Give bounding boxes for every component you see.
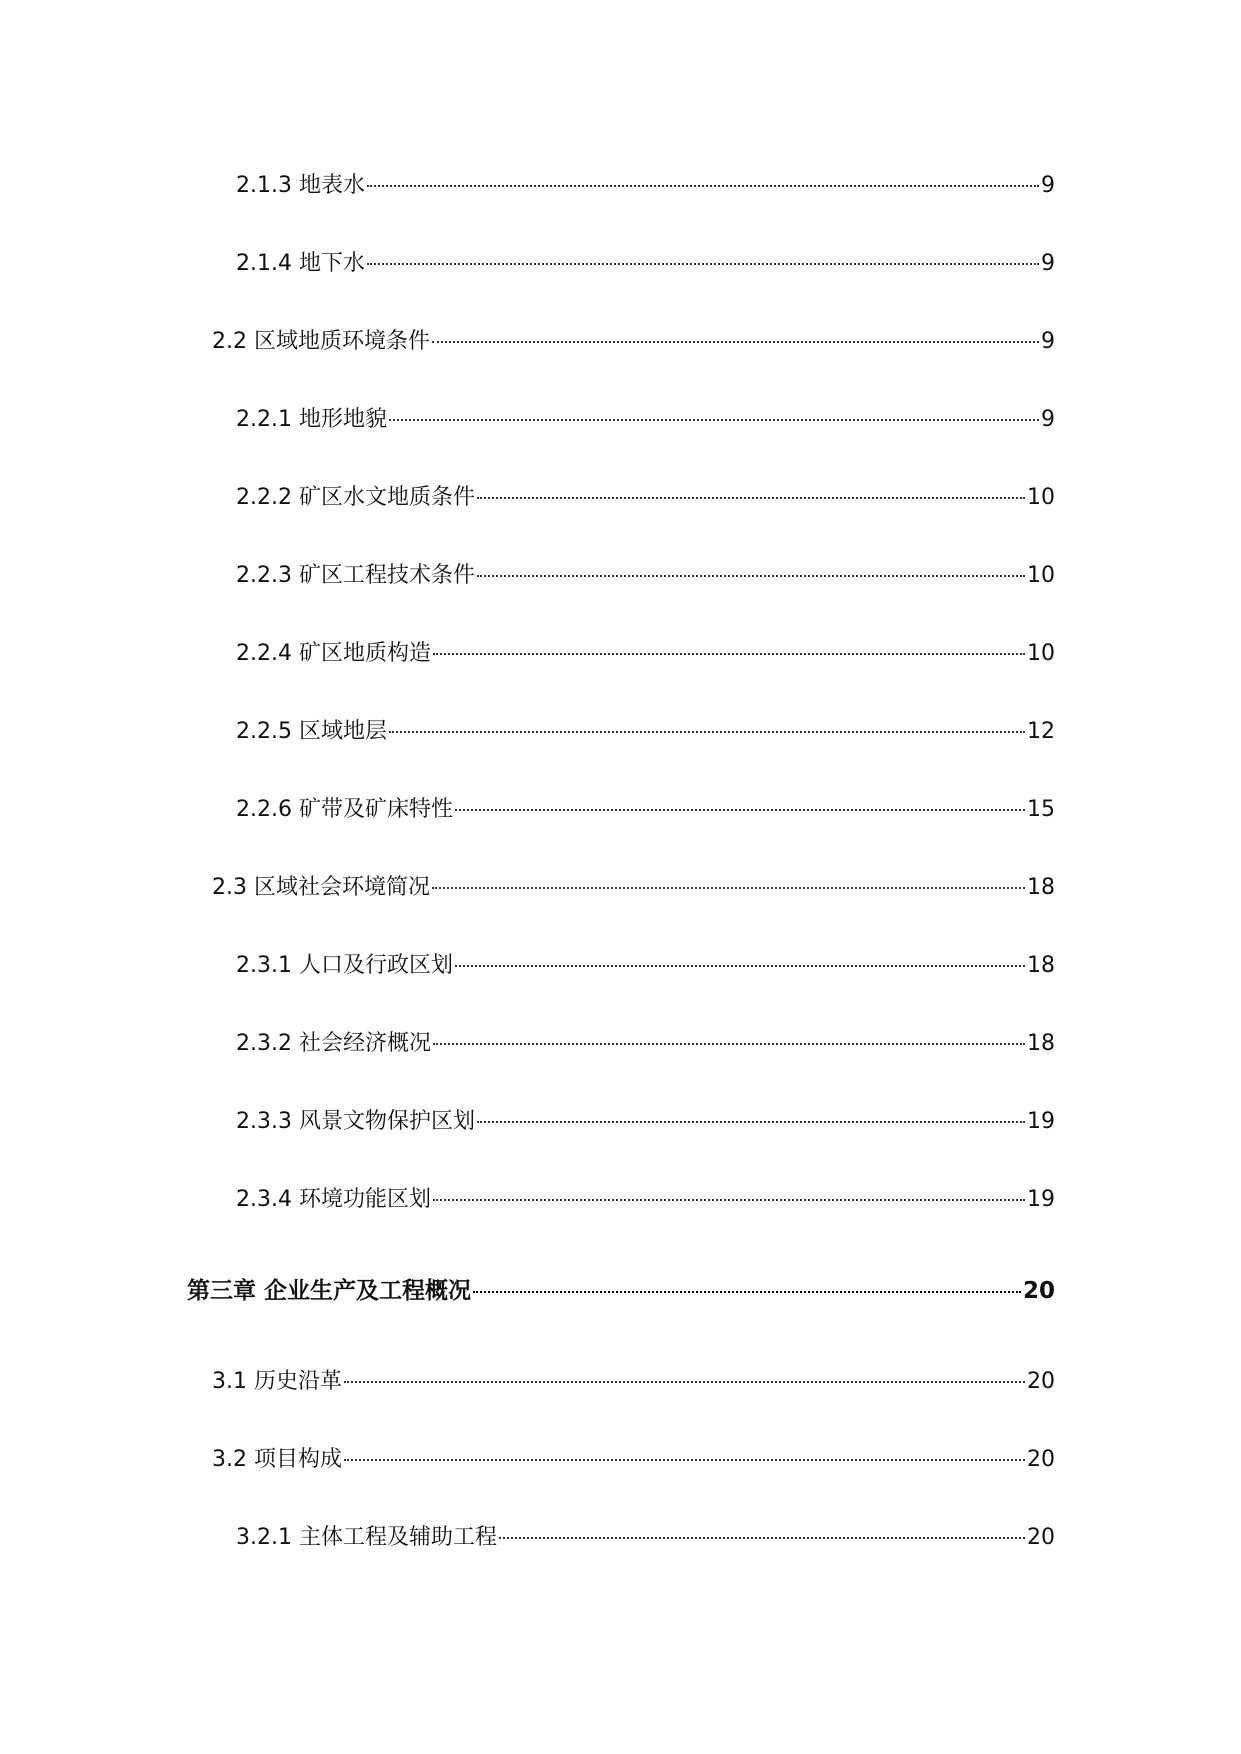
- toc-entry[interactable]: [236, 1107, 1055, 1137]
- toc-entry-label: 2.1.4 地下水: [236, 251, 365, 276]
- toc-entry-label: 2.2.5 区域地层: [236, 719, 387, 744]
- toc-entry[interactable]: [236, 1029, 1055, 1059]
- toc-entry-label: 2.2.4 矿区地质构造: [236, 641, 431, 666]
- toc-dot-leader: [455, 965, 1025, 967]
- toc-entry[interactable]: [236, 483, 1055, 513]
- toc-dot-leader: [344, 1459, 1025, 1461]
- toc-dot-leader: [473, 1291, 1021, 1293]
- toc-dot-leader: [433, 1199, 1025, 1201]
- toc-entry-label: 2.2.1 地形地貌: [236, 407, 387, 432]
- toc-entry-label: 2.2 区域地质环境条件: [212, 329, 430, 354]
- toc-dot-leader: [367, 185, 1039, 187]
- toc-entry-label: 2.2.3 矿区工程技术条件: [236, 563, 475, 588]
- toc-chapter-entry[interactable]: [187, 1276, 1055, 1306]
- toc-entry[interactable]: [236, 1523, 1055, 1553]
- toc-entry-label: 3.2 项目构成: [212, 1447, 342, 1472]
- toc-page-number: 20: [1027, 1525, 1055, 1550]
- toc-entry-label: 2.3 区域社会环境简况: [212, 875, 430, 900]
- toc-entry-label: 3.2.1 主体工程及辅助工程: [236, 1525, 497, 1550]
- toc-dot-leader: [477, 575, 1025, 577]
- toc-page-number: 20: [1022, 1278, 1055, 1304]
- toc-entry-label: 3.1 历史沿革: [212, 1369, 342, 1394]
- toc-entry[interactable]: [236, 171, 1055, 201]
- toc-dot-leader: [433, 1043, 1025, 1045]
- toc-page-number: 10: [1027, 641, 1055, 666]
- toc-entry[interactable]: [236, 249, 1055, 279]
- toc-entry-label: 2.3.3 风景文物保护区划: [236, 1109, 475, 1134]
- toc-dot-leader: [432, 887, 1025, 889]
- toc-entry[interactable]: [236, 795, 1055, 825]
- toc-entry[interactable]: [236, 951, 1055, 981]
- toc-entry[interactable]: [236, 405, 1055, 435]
- toc-dot-leader: [389, 419, 1039, 421]
- toc-page-number: 10: [1027, 485, 1055, 510]
- toc-page-number: 12: [1027, 719, 1055, 744]
- toc-dot-leader: [477, 497, 1025, 499]
- toc-entry-label: 2.3.2 社会经济概况: [236, 1031, 431, 1056]
- toc-dot-leader: [455, 809, 1025, 811]
- toc-page-number: 20: [1027, 1447, 1055, 1472]
- toc-page-number: 19: [1027, 1109, 1055, 1134]
- toc-entry[interactable]: [212, 1445, 1055, 1475]
- toc-entry[interactable]: [236, 1185, 1055, 1215]
- toc-page-number: 9: [1041, 407, 1055, 432]
- toc-entry-label: 2.3.4 环境功能区划: [236, 1187, 431, 1212]
- toc-page-number: 18: [1027, 875, 1055, 900]
- toc-page-number: 9: [1041, 173, 1055, 198]
- toc-dot-leader: [432, 341, 1039, 343]
- toc-entry-label: 2.3.1 人口及行政区划: [236, 953, 453, 978]
- toc-entry-label: 2.2.2 矿区水文地质条件: [236, 485, 475, 510]
- toc-dot-leader: [433, 653, 1025, 655]
- toc-dot-leader: [389, 731, 1025, 733]
- toc-entry[interactable]: [212, 1367, 1055, 1397]
- toc-page-number: 10: [1027, 563, 1055, 588]
- toc-page-number: 15: [1027, 797, 1055, 822]
- toc-entry[interactable]: [212, 327, 1055, 357]
- toc-page-number: 9: [1041, 329, 1055, 354]
- toc-entry[interactable]: [236, 561, 1055, 591]
- toc-entry-label: 2.1.3 地表水: [236, 173, 365, 198]
- toc-entry[interactable]: [236, 639, 1055, 669]
- toc-dot-leader: [477, 1121, 1025, 1123]
- toc-page-number: 19: [1027, 1187, 1055, 1212]
- toc-page-number: 20: [1027, 1369, 1055, 1394]
- toc-dot-leader: [499, 1537, 1025, 1539]
- toc-entry[interactable]: [236, 717, 1055, 747]
- toc-page-number: 9: [1041, 251, 1055, 276]
- toc-page-number: 18: [1027, 953, 1055, 978]
- toc-page-number: 18: [1027, 1031, 1055, 1056]
- toc-dot-leader: [344, 1381, 1025, 1383]
- toc-chapter-label: 第三章 企业生产及工程概况: [187, 1278, 472, 1304]
- toc-entry-label: 2.2.6 矿带及矿床特性: [236, 797, 453, 822]
- toc-dot-leader: [367, 263, 1039, 265]
- toc-entry[interactable]: [212, 873, 1055, 903]
